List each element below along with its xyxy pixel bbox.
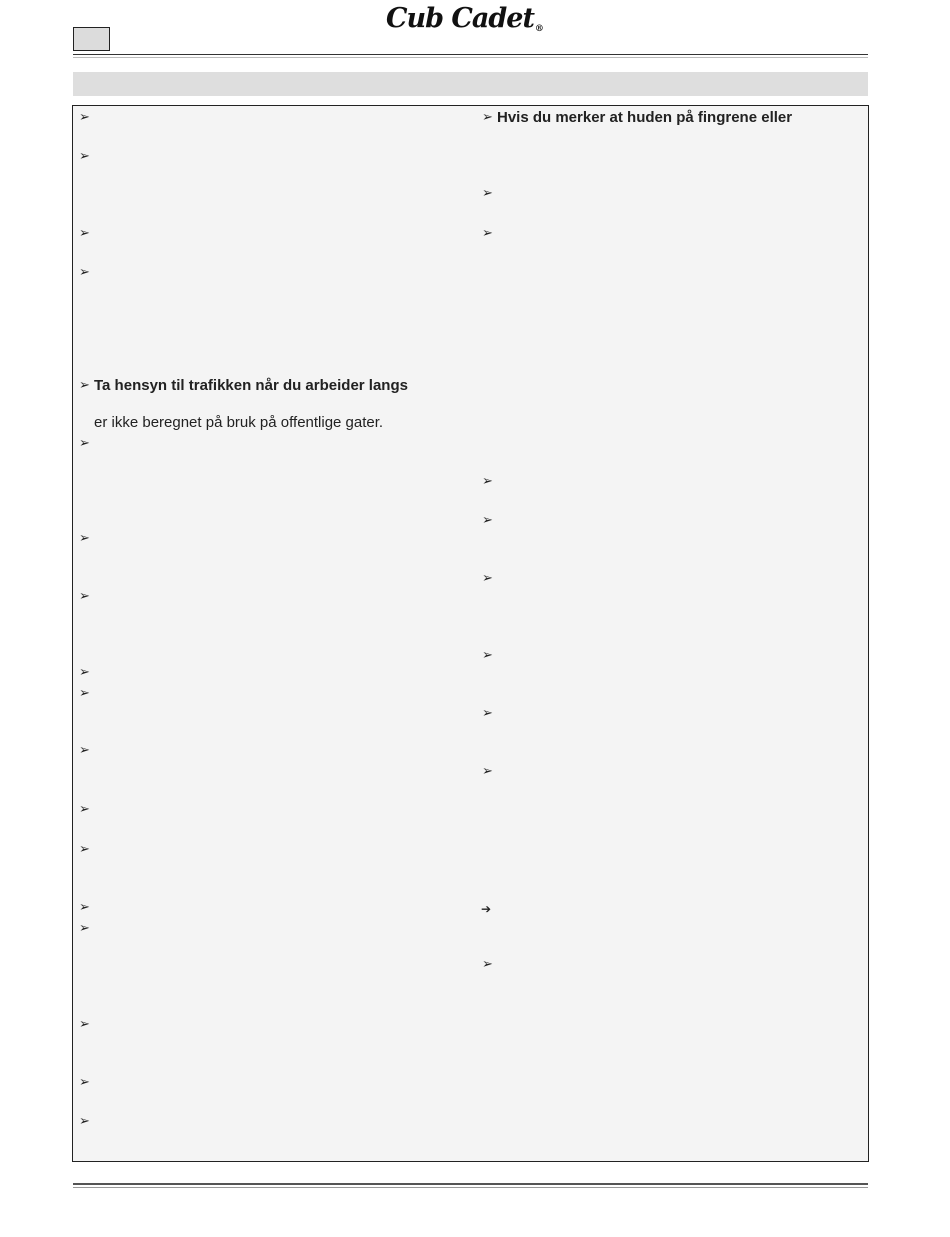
left-bold-heading: Ta hensyn til trafikken når du arbeider langs bbox=[94, 377, 408, 394]
bullet-icon: ➢ bbox=[482, 706, 493, 721]
bullet-icon: ➢ bbox=[482, 648, 493, 663]
safety-instructions-panel bbox=[72, 105, 869, 1162]
bullet-icon: ➢ bbox=[79, 743, 90, 758]
bullet-icon: ➢ bbox=[79, 589, 90, 604]
bullet-icon: ➢ bbox=[79, 1114, 90, 1129]
header-rule bbox=[73, 54, 868, 55]
right-bold-heading: Hvis du merker at huden på fingrene eller bbox=[497, 109, 793, 126]
right-arrow-icon: ➔ bbox=[481, 902, 492, 916]
bullet-icon: ➢ bbox=[79, 436, 90, 451]
bullet-icon: ➢ bbox=[79, 842, 90, 857]
bullet-icon: ➢ bbox=[79, 226, 90, 241]
bullet-icon: ➢ bbox=[79, 265, 90, 280]
bullet-icon: ➢ bbox=[79, 665, 90, 680]
bullet-icon: ➢ bbox=[79, 921, 90, 936]
bullet-icon: ➢ bbox=[79, 378, 90, 393]
bullet-icon: ➢ bbox=[79, 1017, 90, 1032]
brand-logo-text: Cub Cadet bbox=[386, 3, 534, 34]
section-title-band bbox=[73, 72, 868, 96]
bullet-icon: ➢ bbox=[79, 531, 90, 546]
bullet-icon: ➢ bbox=[482, 513, 493, 528]
bullet-icon: ➢ bbox=[482, 571, 493, 586]
trademark-symbol: ® bbox=[534, 24, 543, 34]
bullet-icon: ➢ bbox=[482, 764, 493, 779]
bullet-icon: ➢ bbox=[482, 226, 493, 241]
left-text-line: er ikke beregnet på bruk på offentlige gater. bbox=[94, 414, 384, 431]
page-number-box bbox=[73, 27, 110, 51]
bullet-icon: ➢ bbox=[482, 957, 493, 972]
bullet-icon: ➢ bbox=[79, 686, 90, 701]
bullet-icon: ➢ bbox=[482, 186, 493, 201]
header-rule-secondary bbox=[73, 57, 868, 58]
footer-rule-secondary bbox=[73, 1187, 868, 1188]
bullet-icon: ➢ bbox=[482, 474, 493, 489]
bullet-icon: ➢ bbox=[79, 1075, 90, 1090]
bullet-icon: ➢ bbox=[79, 900, 90, 915]
bullet-icon: ➢ bbox=[79, 110, 90, 125]
bullet-icon: ➢ bbox=[79, 802, 90, 817]
footer-rule bbox=[73, 1183, 868, 1185]
brand-logo bbox=[386, 3, 543, 35]
bullet-icon: ➢ bbox=[482, 110, 493, 125]
bullet-icon: ➢ bbox=[79, 149, 90, 164]
